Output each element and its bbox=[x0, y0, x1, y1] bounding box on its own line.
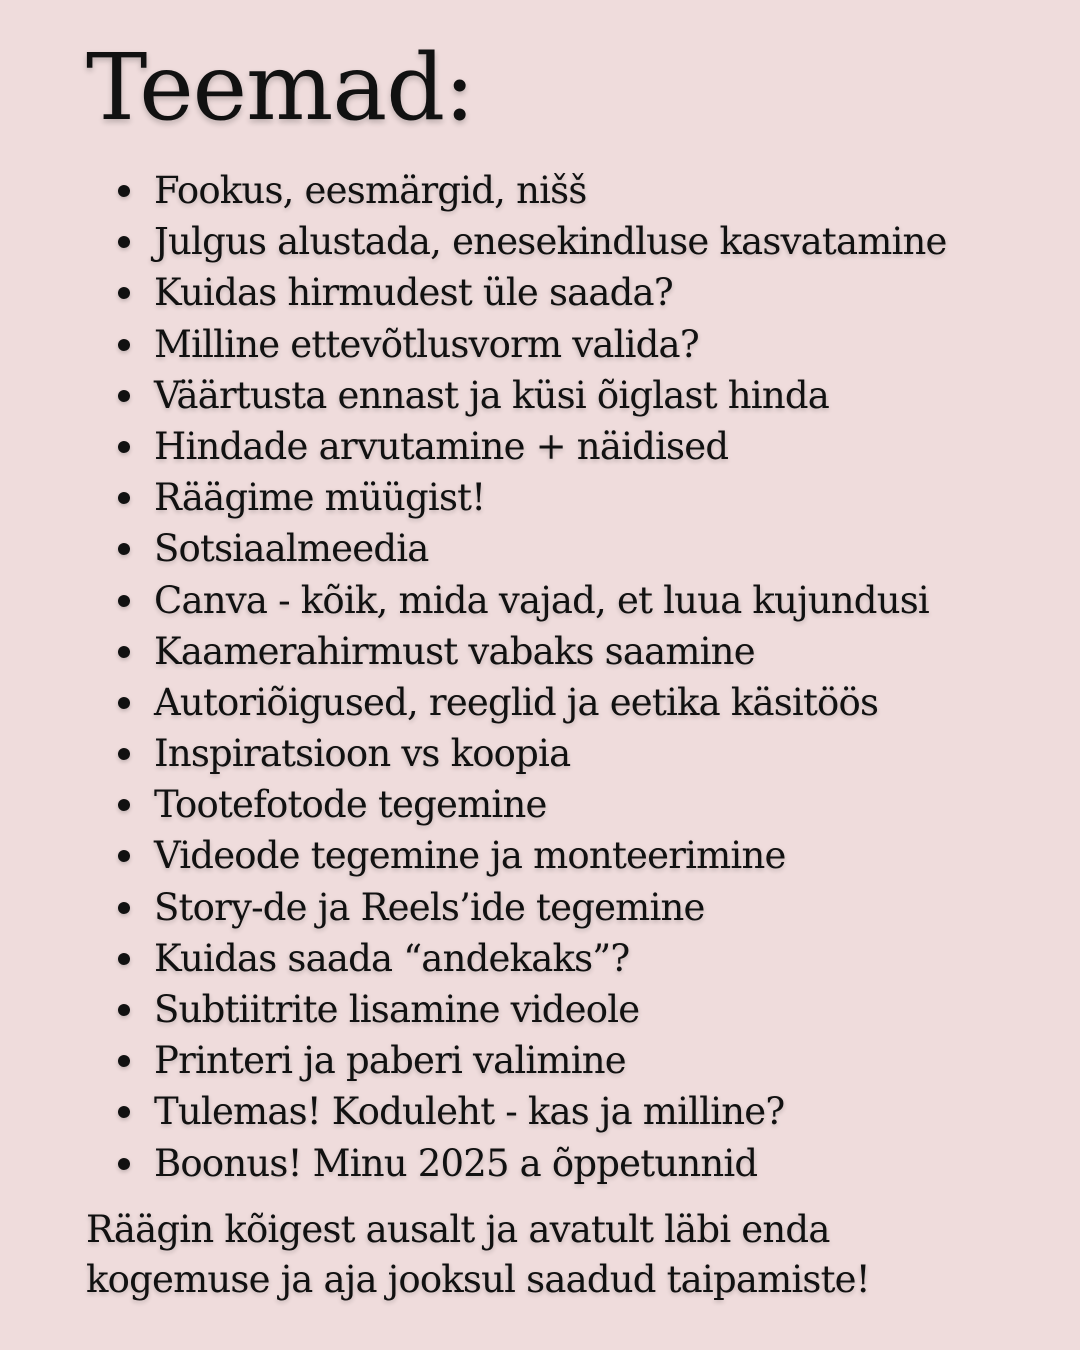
list-item bbox=[118, 523, 1048, 574]
bullet-icon bbox=[118, 748, 130, 760]
list-item-label: Hindade arvutamine + näidised bbox=[154, 424, 729, 468]
list-item bbox=[118, 165, 1048, 216]
list-item-label: Kuidas saada “andekaks”? bbox=[154, 936, 630, 980]
list-item-label: Kuidas hirmudest üle saada? bbox=[154, 271, 673, 315]
bullet-icon bbox=[118, 646, 130, 658]
list-item bbox=[118, 575, 1048, 626]
bullet-icon bbox=[118, 799, 130, 811]
bullet-icon bbox=[118, 543, 130, 555]
list-item bbox=[118, 421, 1048, 472]
closing-line-1: Räägin kõigest ausalt ja avatult läbi enda bbox=[86, 1208, 830, 1251]
list-item bbox=[118, 882, 1048, 933]
list-item bbox=[118, 677, 1048, 728]
bullet-icon bbox=[118, 339, 130, 351]
list-item-label: Printeri ja paberi valimine bbox=[154, 1039, 626, 1083]
bullet-icon bbox=[118, 390, 130, 402]
closing-text bbox=[86, 1205, 1046, 1305]
topics-list bbox=[118, 165, 1048, 1189]
list-item-label: Räägime müügist! bbox=[154, 476, 486, 520]
list-item bbox=[118, 984, 1048, 1035]
list-item-label: Videode tegemine ja monteerimine bbox=[154, 834, 786, 878]
closing-line-2: kogemuse ja aja jooksul saadud taipamiste! bbox=[86, 1258, 870, 1301]
list-item bbox=[118, 370, 1048, 421]
list-item bbox=[118, 216, 1048, 267]
list-item bbox=[118, 1138, 1048, 1189]
list-item bbox=[118, 626, 1048, 677]
list-item bbox=[118, 472, 1048, 523]
list-item-label: Sotsiaalmeedia bbox=[154, 527, 429, 571]
bullet-icon bbox=[118, 850, 130, 862]
bullet-icon bbox=[118, 236, 130, 248]
bullet-icon bbox=[118, 902, 130, 914]
list-item bbox=[118, 728, 1048, 779]
list-item-label: Fookus, eesmärgid, nišš bbox=[154, 169, 587, 212]
list-item-label: Inspiratsioon vs koopia bbox=[154, 732, 571, 776]
bullet-icon bbox=[118, 595, 130, 607]
list-item-label: Story-de ja Reels’ide tegemine bbox=[154, 885, 705, 929]
list-item-label: Kaamerahirmust vabaks saamine bbox=[154, 629, 755, 673]
list-item bbox=[118, 830, 1048, 881]
list-item-label: Tulemas! Koduleht - kas ja milline? bbox=[154, 1090, 785, 1134]
bullet-icon bbox=[118, 185, 130, 197]
list-item bbox=[118, 319, 1048, 370]
list-item-label: Subtiitrite lisamine videole bbox=[154, 988, 640, 1031]
page-title: Teemad: bbox=[86, 34, 475, 141]
bullet-icon bbox=[118, 441, 130, 453]
bullet-icon bbox=[118, 1158, 130, 1170]
list-item bbox=[118, 933, 1048, 984]
bullet-icon bbox=[118, 953, 130, 965]
list-item-label: Julgus alustada, enesekindluse kasvatamine bbox=[154, 220, 947, 264]
bullet-icon bbox=[118, 1055, 130, 1067]
bullet-icon bbox=[118, 1004, 130, 1016]
list-item-label: Canva - kõik, mida vajad, et luua kujundusi bbox=[154, 578, 929, 622]
list-item-label: Milline ettevõtlusvorm valida? bbox=[154, 322, 699, 366]
list-item bbox=[118, 779, 1048, 830]
bullet-icon bbox=[118, 697, 130, 709]
bullet-icon bbox=[118, 492, 130, 504]
bullet-icon bbox=[118, 287, 130, 299]
list-item bbox=[118, 1086, 1048, 1137]
list-item bbox=[118, 267, 1048, 318]
list-item-label: Väärtusta ennast ja küsi õiglast hinda bbox=[154, 373, 830, 417]
list-item bbox=[118, 1035, 1048, 1086]
list-item-label: Boonus! Minu 2025 a õppetunnid bbox=[154, 1141, 758, 1185]
list-item-label: Autoriõigused, reeglid ja eetika käsitöös bbox=[154, 680, 879, 724]
bullet-icon bbox=[118, 1106, 130, 1118]
list-item-label: Tootefotode tegemine bbox=[154, 783, 547, 827]
